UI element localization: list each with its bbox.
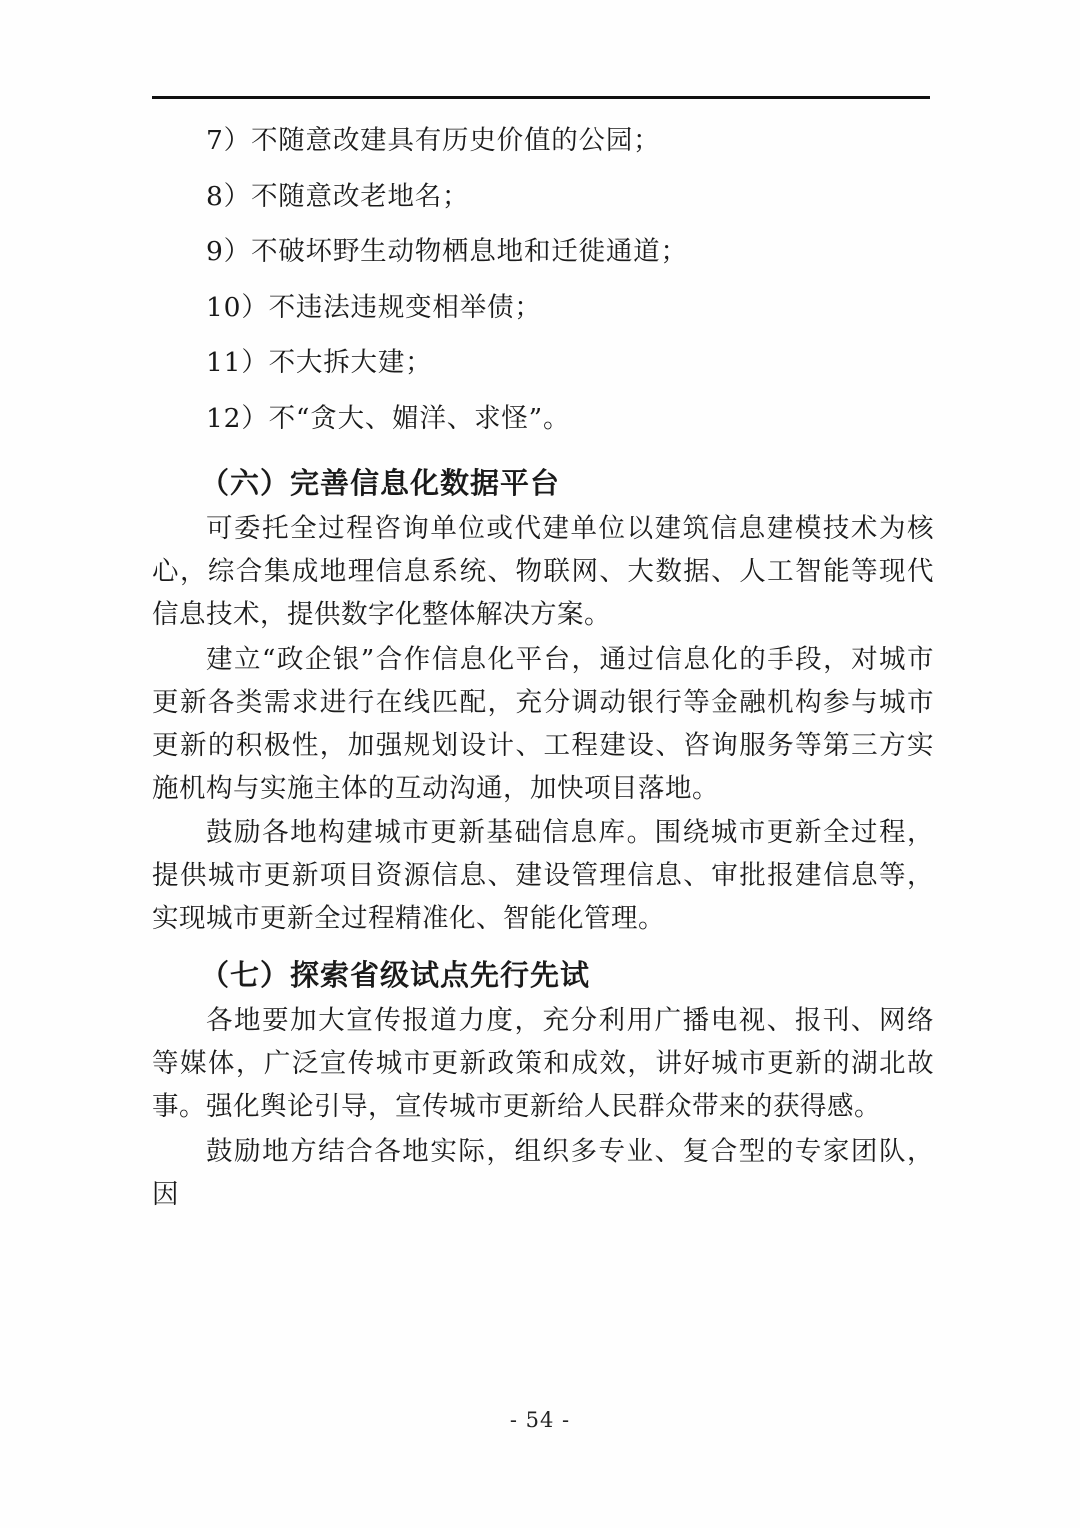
list-item: 7）不随意改建具有历史价值的公园； — [206, 125, 661, 156]
page-number: - 54 - — [509, 1408, 571, 1432]
section-heading: （七）探索省级试点先行先试 — [200, 958, 591, 993]
list-item: 9）不破坏野生动物栖息地和迁徙通道； — [206, 236, 688, 267]
paragraph: 各地要加大宣传报道力度，充分利用广播电视、报刊、网络等媒体，广泛宣传城市更新政策和成效，讲好城市更新的湖北故事。强化舆论引导，宣传城市更新给人民群众带来的获得感。 — [152, 1005, 934, 1123]
paragraph: 建立“政企银”合作信息化平台，通过信息化的手段，对城市更新各类需求进行在线匹配，充分调动银行等金融机构参与城市更新的积极性，加强规划设计、工程建设、咨询服务等第三方实施机构与实施主体的互动沟通，加快项目落地。 — [152, 643, 934, 804]
paragraph: 鼓励各地构建城市更新基础信息库。围绕城市更新全过程，提供城市更新项目资源信息、建设管理信息、审批报建信息等，实现城市更新全过程精准化、智能化管理。 — [152, 817, 934, 935]
page-content — [152, 122, 934, 1217]
list-item: 10）不违法违规变相举债； — [206, 291, 542, 323]
paragraph: 可委托全过程咨询单位或代建单位以建筑信息建模技术为核心，综合集成地理信息系统、物联网、大数据、人工智能等现代信息技术，提供数字化整体解决方案。 — [152, 513, 934, 630]
section-heading: （六）完善信息化数据平台 — [200, 466, 561, 500]
header-rule — [152, 96, 930, 99]
paragraph: 鼓励地方结合各地实际，组织多专业、复合型的专家团队，因 — [152, 1135, 934, 1210]
list-item: 12）不“贪大、媚洋、求怪”。 — [206, 402, 571, 434]
list-item: 8）不随意改老地名； — [206, 180, 470, 212]
list-item: 11）不大拆大建； — [206, 347, 433, 378]
